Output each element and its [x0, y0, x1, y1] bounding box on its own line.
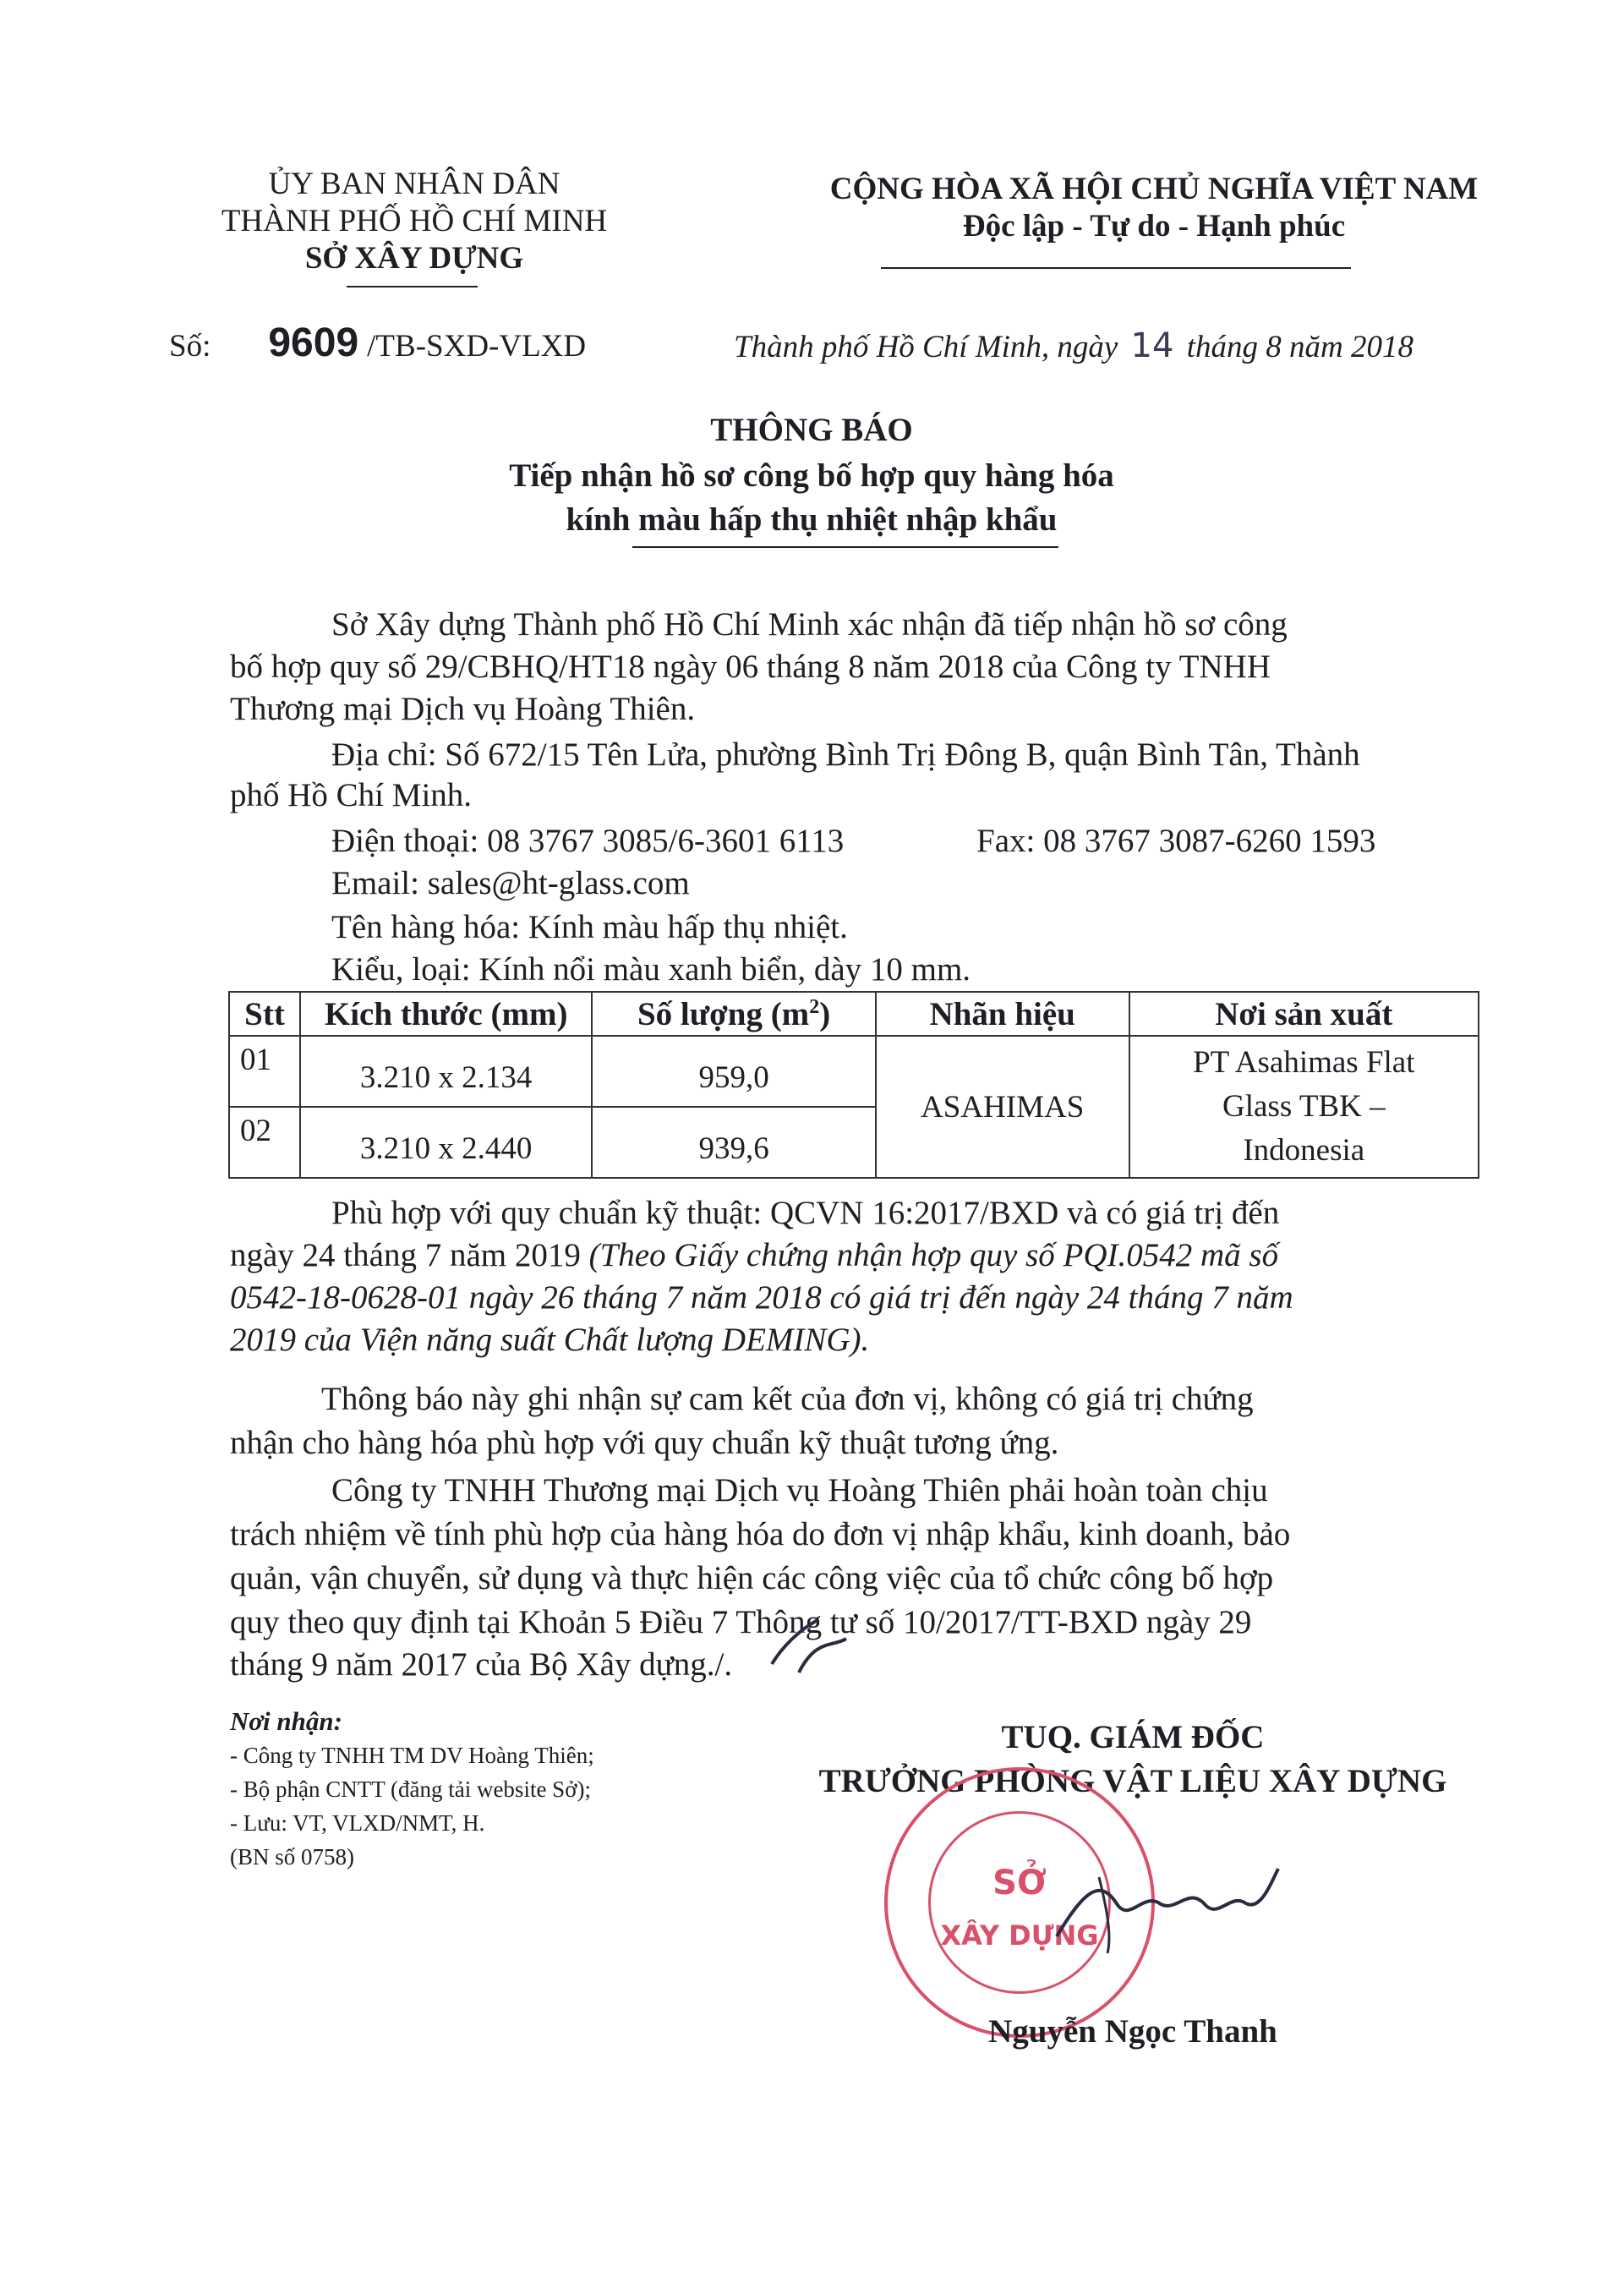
- title-underline: [632, 546, 1058, 548]
- responsibility-line-5: tháng 9 năm 2017 của Bộ Xây dựng./.: [230, 1646, 733, 1683]
- intro-line-3: Thương mại Dịch vụ Hoàng Thiên.: [230, 691, 696, 727]
- notice-subtitle-2: kính màu hấp thụ nhiệt nhập khẩu: [566, 501, 1058, 538]
- row-2-qty: 939,6: [592, 1107, 875, 1178]
- doc-number-suffix: /TB-SXD-VLXD: [367, 329, 587, 364]
- goods-line: Tên hàng hóa: Kính màu hấp thụ nhiệt.: [331, 909, 848, 945]
- row-1-qty: 959,0: [592, 1036, 875, 1107]
- conformity-line-4: 2019 của Viện năng suất Chất lượng DEMING).: [230, 1322, 870, 1358]
- signer-name: Nguyễn Ngọc Thanh: [988, 2013, 1277, 2050]
- row-2-stt: 02: [229, 1107, 300, 1178]
- email-line: Email: sales@ht-glass.com: [331, 865, 690, 901]
- agency-line-1: ỦY BAN NHÂN DÂN: [268, 167, 560, 201]
- signer-title-2: TRƯỞNG PHÒNG VẬT LIỆU XÂY DỰNG: [818, 1763, 1447, 1799]
- agency-header: [169, 166, 659, 277]
- conformity-line-2-a: ngày 24 tháng 7 năm 2019: [230, 1237, 581, 1273]
- header-origin: Nơi sản xuất: [1129, 992, 1479, 1036]
- notice-title: THÔNG BÁO: [710, 412, 913, 448]
- header-qty-close: ): [819, 995, 831, 1032]
- handwritten-signature: [1048, 1843, 1285, 1962]
- document-number: [169, 320, 586, 366]
- receiver-item: - Lưu: VT, VLXD/NMT, H.: [230, 1810, 485, 1836]
- phone-line: Điện thoại: 08 3767 3085/6-3601 6113: [331, 823, 845, 859]
- note-line-2: nhận cho hàng hóa phù hợp với quy chuẩn kỹ thuật tương ứng.: [230, 1425, 1059, 1461]
- national-motto: Độc lập - Tự do - Hạnh phúc: [962, 209, 1346, 244]
- receivers-heading: Nơi nhận:: [230, 1706, 342, 1736]
- signer-title-1: TUQ. GIÁM ĐỐC: [1001, 1719, 1265, 1755]
- table-row: [229, 1036, 1479, 1107]
- type-line: Kiểu, loại: Kính nổi màu xanh biển, dày 10 mm.: [331, 951, 971, 988]
- place-date-rest: tháng 8 năm 2018: [1186, 330, 1413, 364]
- place-date: [734, 326, 1413, 365]
- national-title: CỘNG HÒA XÃ HỘI CHỦ NGHĨA VIỆT NAM: [829, 172, 1479, 206]
- row-1-size: 3.210 x 2.134: [300, 1036, 592, 1107]
- stamp-text-bottom: XÂY DỰNG: [940, 1919, 1099, 1952]
- receiver-item: (BN số 0758): [230, 1844, 354, 1870]
- header-qty-sup: 2: [809, 995, 820, 1018]
- brand-cell: ASAHIMAS: [876, 1036, 1129, 1178]
- responsibility-line-3: quản, vận chuyển, sử dụng và thực hiện các công việc của tổ chức công bố hợp: [230, 1560, 1274, 1596]
- place-date-prefix: Thành phố Hồ Chí Minh, ngày: [734, 330, 1118, 364]
- notice-subtitle-1: Tiếp nhận hồ sơ công bố hợp quy hàng hóa: [509, 457, 1114, 494]
- address-line-2: phố Hồ Chí Minh.: [230, 777, 473, 813]
- origin-cell: [1129, 1036, 1479, 1178]
- conformity-line-1: Phù hợp với quy chuẩn kỹ thuật: QCVN 16:2017/BXD và có giá trị đến: [331, 1195, 1280, 1231]
- national-header: [727, 171, 1581, 245]
- row-1-stt: 01: [229, 1036, 300, 1107]
- goods-table: [228, 991, 1479, 1179]
- header-stt: Stt: [229, 992, 300, 1036]
- agency-line-3: SỞ XÂY DỰNG: [304, 241, 524, 276]
- doc-number-value: 9609: [268, 320, 359, 365]
- header-brand: Nhãn hiệu: [876, 992, 1129, 1036]
- conformity-line-2-b: (Theo Giấy chứng nhận hợp quy số PQI.0542 mã số: [588, 1237, 1279, 1273]
- row-2-size: 3.210 x 2.440: [300, 1107, 592, 1178]
- note-line-1: Thông báo này ghi nhận sự cam kết của đơn vị, không có giá trị chứng: [321, 1381, 1254, 1417]
- initials-mark: [765, 1613, 858, 1681]
- header-qty-text: Số lượng (m: [637, 995, 810, 1032]
- receiver-item: - Công ty TNHH TM DV Hoàng Thiên;: [230, 1743, 594, 1768]
- responsibility-line-1: Công ty TNHH Thương mại Dịch vụ Hoàng Thiên phải hoàn toàn chịu: [331, 1472, 1268, 1508]
- table-header-row: [229, 992, 1479, 1036]
- responsibility-line-4: quy theo quy định tại Khoản 5 Điều 7 Thông tư số 10/2017/TT-BXD ngày 29: [230, 1604, 1252, 1640]
- responsibility-line-2: trách nhiệm về tính phù hợp của hàng hóa do đơn vị nhập khẩu, kinh doanh, bảo: [230, 1516, 1291, 1552]
- stamp-text-top: SỞ: [992, 1864, 1047, 1903]
- conformity-line-2: [230, 1236, 1278, 1274]
- agency-underline: [347, 286, 478, 287]
- header-size: Kích thước (mm): [300, 992, 592, 1036]
- address-line-1: Địa chỉ: Số 672/15 Tên Lửa, phường Bình Trị Đông B, quận Bình Tân, Thành: [331, 736, 1360, 773]
- header-qty: [592, 992, 875, 1036]
- intro-line-2: bố hợp quy số 29/CBHQ/HT18 ngày 06 tháng 8 năm 2018 của Công ty TNHH: [230, 649, 1271, 685]
- conformity-line-3: 0542-18-0628-01 ngày 26 tháng 7 năm 2018 có giá trị đến ngày 24 tháng 7 năm: [230, 1279, 1293, 1316]
- intro-line-1: Sở Xây dựng Thành phố Hồ Chí Minh xác nhận đã tiếp nhận hồ sơ công: [331, 606, 1288, 643]
- fax-line: Fax: 08 3767 3087-6260 1593: [976, 823, 1376, 859]
- origin-line-1: PT Asahimas Flat: [1193, 1045, 1415, 1080]
- origin-line-3: Indonesia: [1243, 1133, 1365, 1168]
- doc-number-label: Số:: [169, 329, 211, 364]
- origin-line-2: Glass TBK –: [1222, 1089, 1386, 1124]
- receiver-item: - Bộ phận CNTT (đăng tải website Sở);: [230, 1777, 591, 1802]
- agency-line-2: THÀNH PHỐ HỒ CHÍ MINH: [221, 204, 608, 238]
- motto-underline: [881, 267, 1351, 269]
- receivers-block: [230, 1705, 594, 1874]
- place-date-day: 14: [1130, 326, 1174, 365]
